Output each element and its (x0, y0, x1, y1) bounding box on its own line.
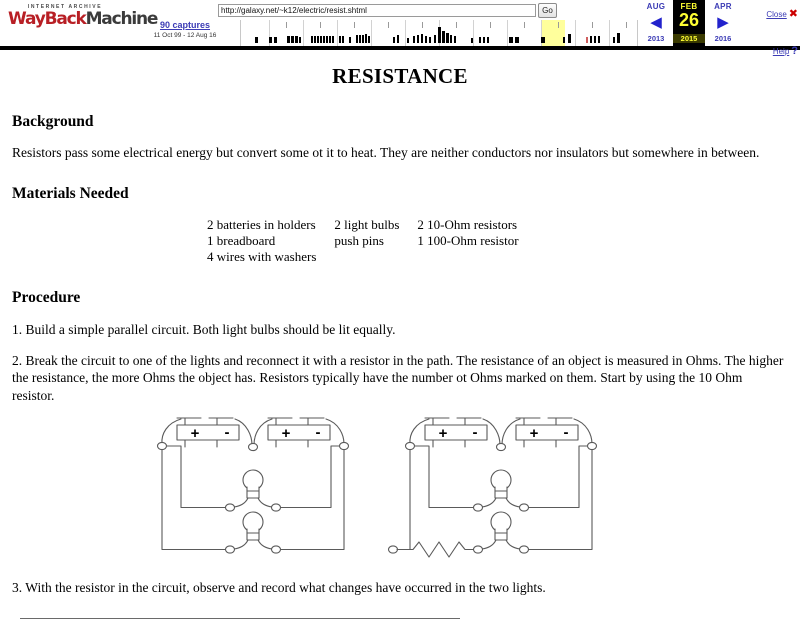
timeline-capture-bar[interactable] (359, 35, 361, 43)
captures-date-range: 11 Oct 99 - 12 Aug 16 (153, 32, 217, 39)
material-cell: 4 wires with washers (207, 248, 317, 264)
timeline-capture-bar[interactable] (568, 34, 571, 43)
timeline-capture-bar[interactable] (425, 36, 427, 43)
timeline-year-separator (303, 20, 304, 46)
timeline-capture-bar[interactable] (442, 31, 445, 43)
material-cell: 1 100-Ohm resistor (417, 233, 519, 249)
timeline-capture-bar[interactable] (515, 37, 519, 43)
timeline-capture-bar[interactable] (450, 35, 452, 43)
battery-minus-symbol: - (224, 423, 230, 441)
url-input[interactable] (218, 4, 536, 17)
battery-plus-symbol: + (190, 424, 200, 442)
help-row[interactable] (748, 41, 798, 59)
material-cell: 2 10-Ohm resistors (417, 217, 518, 233)
timeline-tick (320, 22, 321, 28)
timeline-year-separator (609, 20, 610, 46)
timeline-year-separator (337, 20, 338, 46)
prev-year-label: 2013 (647, 34, 665, 43)
timeline-capture-bar[interactable] (454, 36, 456, 43)
timeline-tick (592, 22, 593, 28)
table-row (207, 233, 537, 249)
close-icon[interactable]: ✖ (788, 8, 798, 20)
table-row (207, 249, 537, 265)
timeline-capture-bar[interactable] (541, 37, 545, 43)
resistor-zigzag (397, 542, 473, 557)
timeline-capture-bar[interactable] (269, 37, 272, 43)
timeline-year-separator (371, 20, 372, 46)
battery-minus-symbol: - (472, 423, 478, 441)
battery-plus-symbol: + (281, 424, 291, 442)
timeline-capture-bar[interactable] (590, 36, 592, 43)
date-navigator (640, 0, 744, 46)
background-paragraph: Resistors pass some electrical energy but convert some ot it to heat. They are neither conductors nor insulators but somewhere in between. (12, 145, 760, 160)
timeline-capture-bar[interactable] (479, 37, 481, 43)
current-month-label: FEB (680, 2, 698, 11)
materials-table (207, 217, 537, 265)
table-row (207, 217, 537, 233)
timeline-capture-bar[interactable] (326, 36, 328, 43)
heading-procedure: Procedure (12, 288, 81, 306)
timeline-capture-bar[interactable] (421, 34, 423, 43)
timeline-tick (354, 22, 355, 28)
prev-arrow-icon: ◀ (650, 14, 662, 31)
prev-month-label: AUG (646, 2, 666, 11)
current-year-label: 2015 (673, 34, 705, 43)
timeline-capture-bar[interactable] (365, 34, 367, 43)
close-label[interactable]: Close (766, 10, 787, 19)
timeline-capture-bar[interactable] (586, 37, 588, 43)
timeline-capture-bar[interactable] (255, 37, 258, 43)
page-title: RESISTANCE (332, 64, 468, 88)
timeline-capture-bar[interactable] (407, 38, 409, 43)
prev-capture-button[interactable] (640, 0, 672, 46)
internet-archive-label: INTERNET ARCHIVE (27, 4, 103, 10)
timeline-capture-bar[interactable] (417, 35, 419, 43)
current-day-label: 26 (678, 10, 700, 30)
help-label[interactable]: Help (772, 47, 790, 56)
timeline-year-separator (473, 20, 474, 46)
timeline-capture-bar[interactable] (329, 36, 331, 43)
toolbar-links (748, 2, 800, 59)
material-cell: 2 batteries in holders (207, 217, 316, 233)
material-cell: 1 breadboard (207, 233, 276, 249)
current-capture-date[interactable] (673, 0, 705, 46)
timeline-year-separator (507, 20, 508, 46)
timeline-capture-bar[interactable] (320, 36, 322, 43)
captures-count-link[interactable]: 90 captures (159, 20, 211, 30)
timeline-capture-bar[interactable] (594, 36, 596, 43)
next-capture-button[interactable] (707, 0, 739, 46)
circuit-diagram-svg (155, 414, 645, 562)
next-year-label: 2016 (714, 34, 732, 43)
timeline-capture-bar[interactable] (446, 33, 449, 43)
close-row[interactable] (748, 4, 798, 22)
timeline-capture-bar[interactable] (295, 36, 298, 43)
procedure-step-2: 2. Break the circuit to one of the lights and reconnect it with a resistor in the path. The resistance of an object is measured in Ohms. The higher the resistance, the more Ohms the object has. Resistors typically have the number ot Ohms marked on them. Start by using the 10 Ohm resistor. (12, 353, 784, 403)
wayback-wordmark (8, 9, 158, 29)
material-cell: push pins (334, 233, 384, 249)
archived-page-content (0, 64, 800, 619)
timeline-capture-bar[interactable] (434, 35, 436, 43)
timeline-capture-bar[interactable] (483, 37, 485, 43)
timeline-capture-bar[interactable] (397, 35, 399, 43)
timeline-capture-bar[interactable] (393, 37, 395, 43)
heading-materials-needed: Materials Needed (12, 185, 129, 203)
timeline-capture-bar[interactable] (287, 36, 290, 43)
timeline-capture-bar[interactable] (317, 36, 319, 43)
timeline-capture-bar[interactable] (368, 36, 370, 43)
timeline-tick (422, 22, 423, 28)
go-button[interactable]: Go (538, 3, 557, 18)
wordmark-machine: Machine (85, 9, 158, 29)
materials-table-body (207, 217, 537, 265)
timeline-tick (626, 22, 627, 28)
material-cell (334, 249, 417, 265)
timeline-capture-bar[interactable] (509, 37, 513, 43)
battery-minus-symbol: - (315, 423, 321, 441)
timeline-capture-bar[interactable] (314, 36, 316, 43)
battery-minus-symbol: - (563, 423, 569, 441)
timeline-capture-bar[interactable] (487, 37, 489, 43)
timeline-capture-bar[interactable] (342, 36, 344, 43)
timeline-capture-bar[interactable] (429, 37, 431, 43)
capture-timeline[interactable] (240, 20, 638, 46)
material-cell: 2 light bulbs (334, 217, 400, 233)
battery-plus-symbol: + (529, 424, 539, 442)
timeline-capture-bar[interactable] (311, 36, 313, 43)
timeline-capture-bar[interactable] (274, 37, 277, 43)
wayback-machine-toolbar (0, 0, 800, 57)
timeline-capture-bar[interactable] (291, 36, 294, 43)
timeline-capture-bar[interactable] (413, 36, 415, 43)
timeline-year-separator (575, 20, 576, 46)
wayback-machine-logo[interactable] (8, 4, 158, 38)
battery-polarity-labels (191, 424, 569, 442)
timeline-capture-bar[interactable] (613, 37, 615, 43)
procedure-step-1: 1. Build a simple parallel circuit. Both light bulbs should be lit equally. (12, 321, 396, 337)
timeline-capture-bar[interactable] (563, 37, 565, 43)
timeline-capture-bar[interactable] (362, 35, 364, 43)
timeline-tick (558, 22, 559, 28)
timeline-capture-bar[interactable] (339, 36, 341, 43)
heading-background: Background (12, 113, 94, 130)
battery-plus-symbol: + (438, 424, 448, 442)
timeline-capture-bar[interactable] (598, 36, 600, 43)
help-icon[interactable]: ? (791, 45, 798, 57)
next-month-label: APR (714, 2, 732, 11)
timeline-capture-bar[interactable] (617, 33, 620, 43)
procedure-step-3: 3. With the resistor in the circuit, observe and record what changes have occurred in the two lights. (12, 579, 546, 595)
timeline-tick (388, 22, 389, 28)
next-arrow-icon: ▶ (717, 14, 729, 31)
timeline-capture-bar[interactable] (323, 36, 325, 43)
wordmark-wayback: WayBack (8, 9, 86, 29)
timeline-capture-bar[interactable] (349, 37, 351, 43)
timeline-year-separator (405, 20, 406, 46)
timeline-tick (524, 22, 525, 28)
timeline-tick (286, 22, 287, 28)
timeline-capture-bar[interactable] (332, 36, 334, 43)
timeline-capture-bar[interactable] (299, 37, 301, 43)
timeline-tick (456, 22, 457, 28)
circuit-diagram-figure (12, 414, 788, 567)
timeline-capture-bar[interactable] (356, 35, 358, 43)
captures-summary (130, 20, 240, 39)
timeline-capture-bar[interactable] (471, 38, 473, 43)
material-cell (417, 249, 536, 265)
timeline-tick (490, 22, 491, 28)
timeline-capture-bar[interactable] (438, 27, 441, 43)
